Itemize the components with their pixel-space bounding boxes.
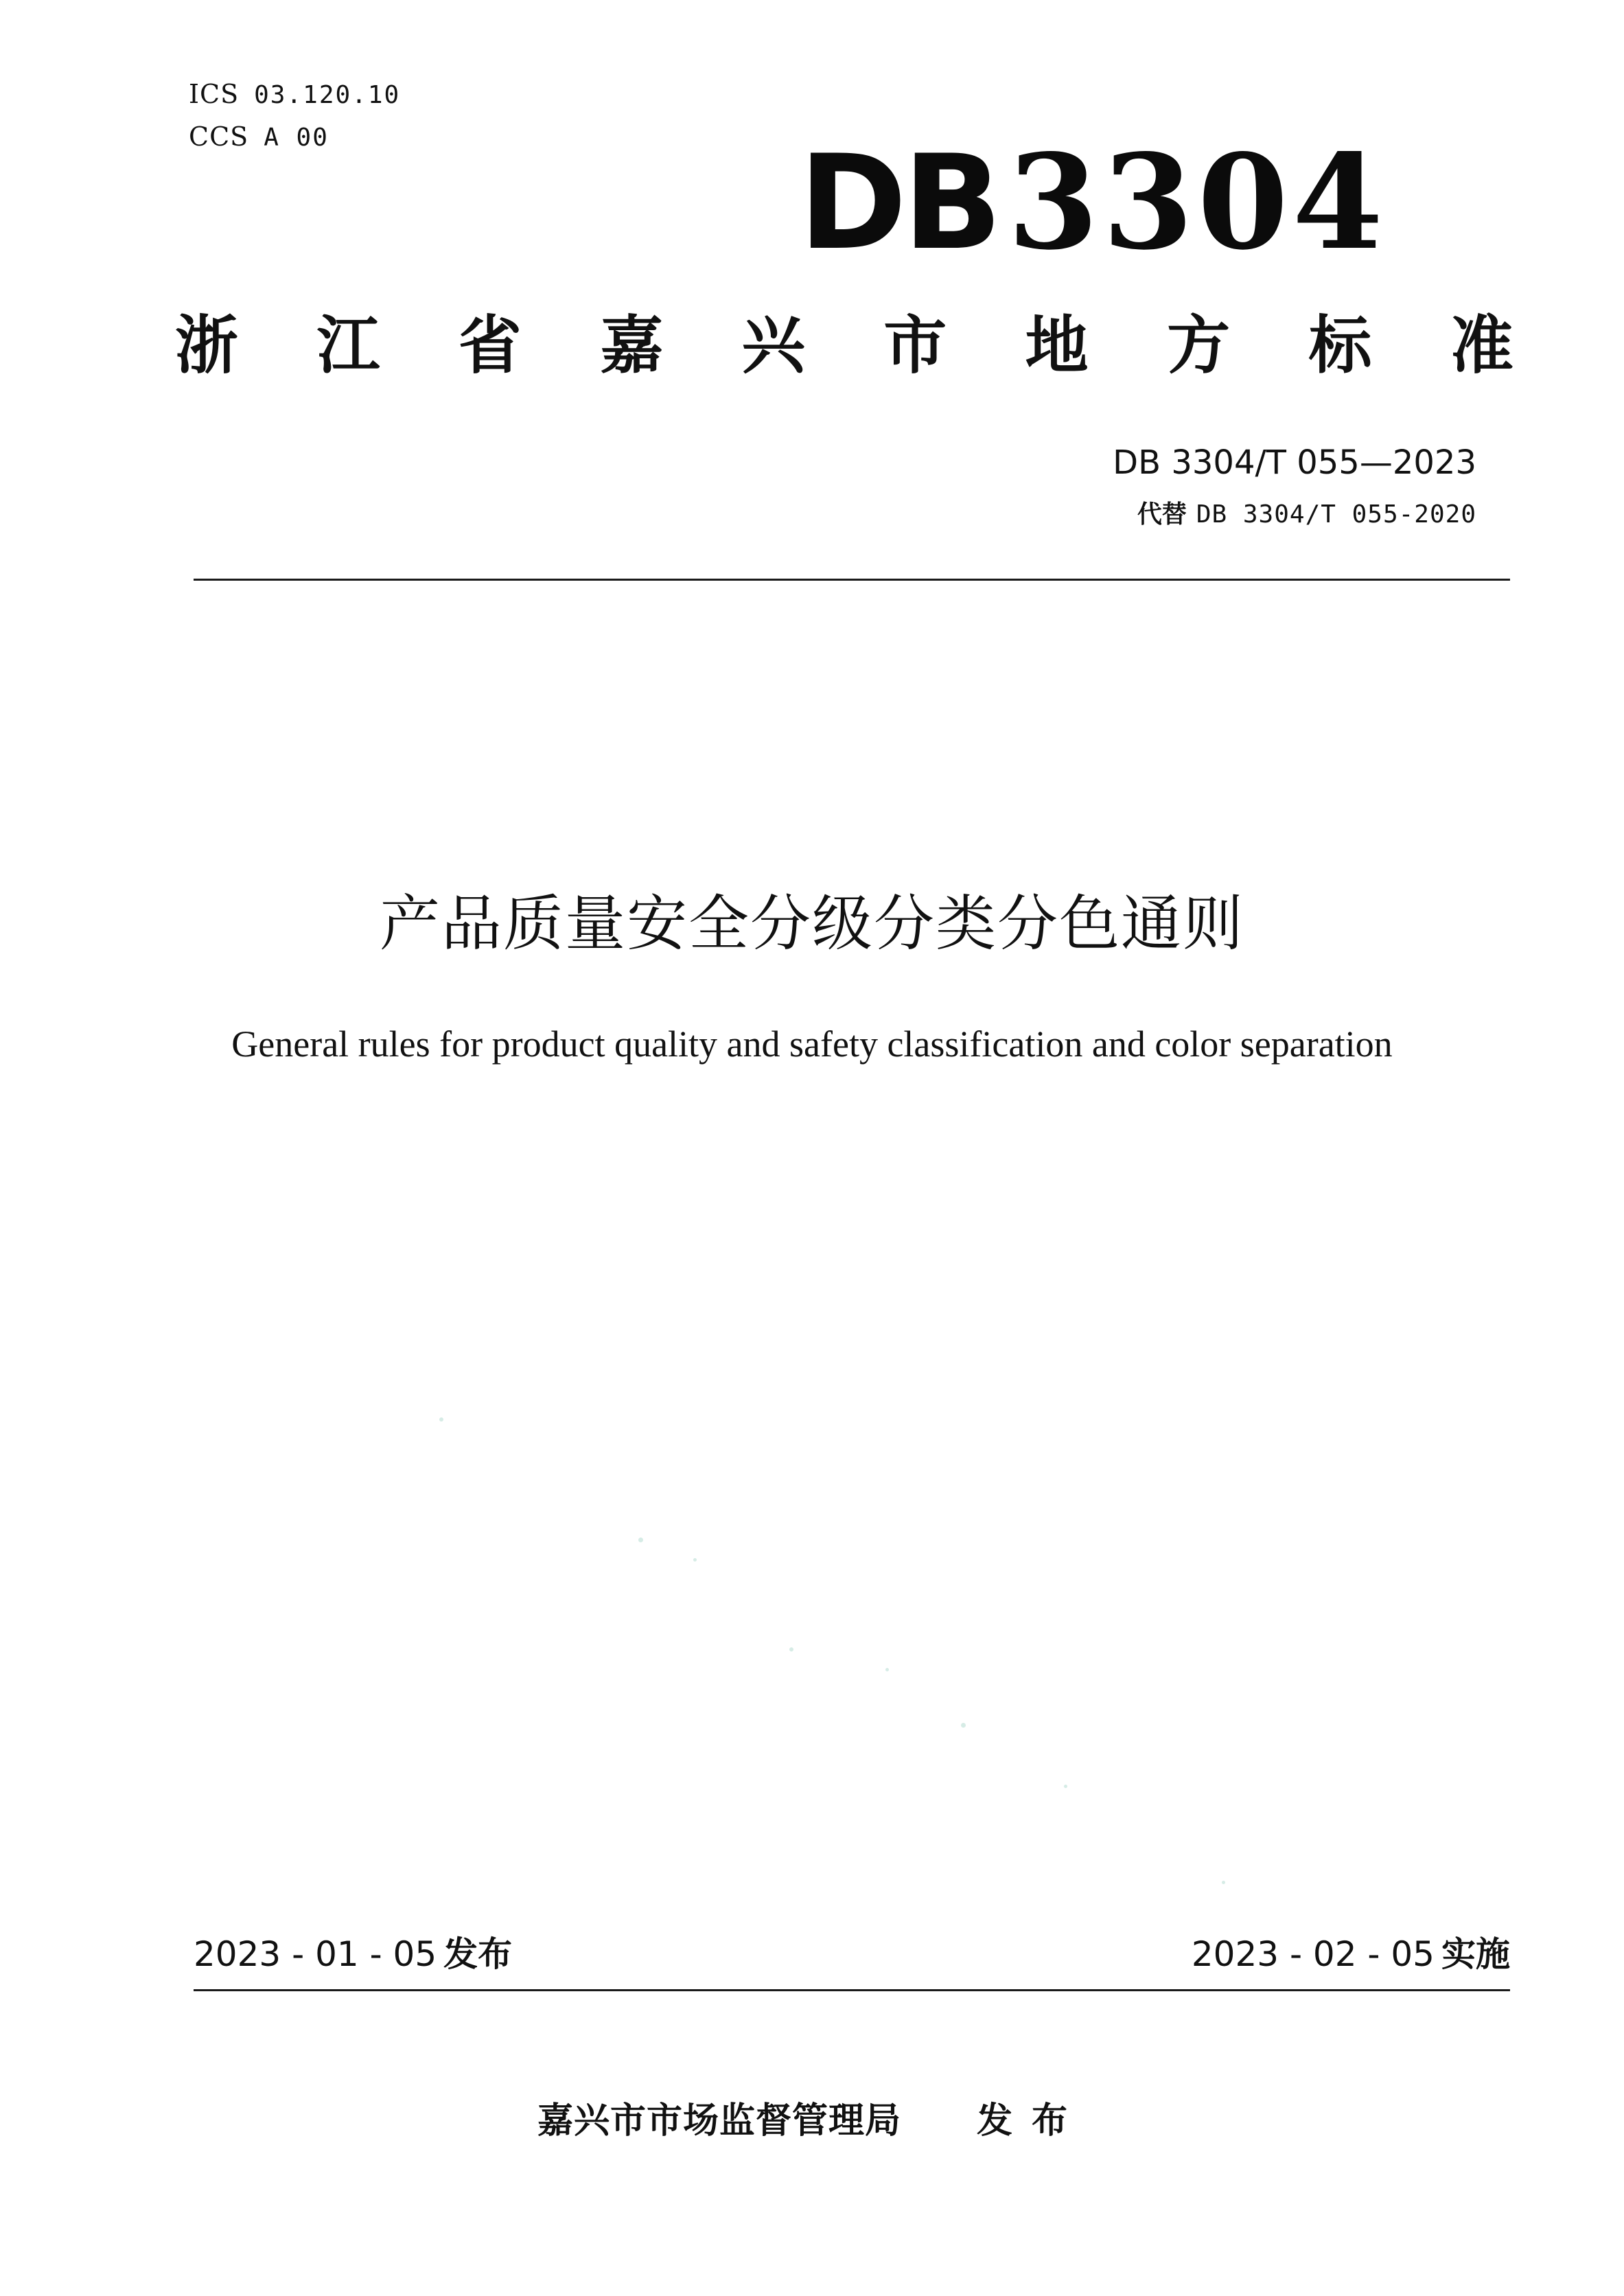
standard-kind-char: 省 — [458, 309, 522, 382]
effective-label: 实施 — [1441, 1934, 1510, 1974]
ccs-label: CCS — [189, 121, 249, 152]
issuer-action: 发布 — [977, 2100, 1087, 2142]
scan-speck — [693, 1558, 697, 1562]
standard-kind-char: 标 — [1308, 309, 1372, 382]
effective-date — [1191, 1934, 1510, 1974]
scan-speck — [789, 1647, 793, 1651]
db-number: 3304 — [1008, 126, 1387, 279]
standard-kind-char: 方 — [1167, 309, 1231, 382]
effective-date-value: 2023 - 02 - 05 — [1191, 1934, 1435, 1974]
ics-classification — [189, 81, 400, 108]
ics-label: ICS — [189, 79, 240, 109]
standard-kind-char: 准 — [1450, 309, 1513, 382]
standard-kind-char: 兴 — [741, 309, 805, 382]
replaces-number: DB 3304/T 055-2020 — [1196, 500, 1476, 529]
replaces-label: 代替 — [1137, 500, 1187, 529]
issuing-authority — [0, 2100, 1624, 2142]
title-chinese: 产品质量安全分级分类分色通则 — [379, 888, 1244, 959]
scan-speck — [638, 1538, 643, 1542]
standard-kind-heading — [175, 309, 1513, 382]
ccs-classification — [189, 121, 329, 152]
publish-label: 发布 — [443, 1934, 513, 1974]
standard-number: DB 3304/T 055—2023 — [1113, 443, 1476, 482]
standard-kind-char: 地 — [1025, 309, 1089, 382]
scan-speck — [439, 1417, 443, 1422]
standard-kind-char: 市 — [883, 309, 947, 382]
scan-speck — [1222, 1881, 1225, 1884]
scan-speck — [961, 1723, 966, 1728]
publish-date — [194, 1934, 513, 1974]
bottom-divider — [194, 1989, 1510, 1991]
scan-speck — [1064, 1785, 1067, 1788]
replaces-standard — [1137, 502, 1476, 527]
publish-date-value: 2023 - 01 - 05 — [194, 1934, 437, 1974]
top-divider — [194, 579, 1510, 581]
standard-kind-char: 江 — [316, 309, 380, 382]
db-region-code — [798, 126, 1387, 279]
standard-kind-char: 浙 — [175, 309, 239, 382]
db-prefix: DB — [798, 127, 999, 279]
scan-speck — [885, 1668, 889, 1671]
title-english: General rules for product quality and safety classification and color separation — [231, 1023, 1393, 1065]
issuer-organization: 嘉兴市市场监督管理局 — [537, 2100, 901, 2142]
ccs-value: A 00 — [264, 124, 329, 152]
ics-value: 03.120.10 — [254, 81, 401, 109]
standard-kind-char: 嘉 — [600, 309, 664, 382]
